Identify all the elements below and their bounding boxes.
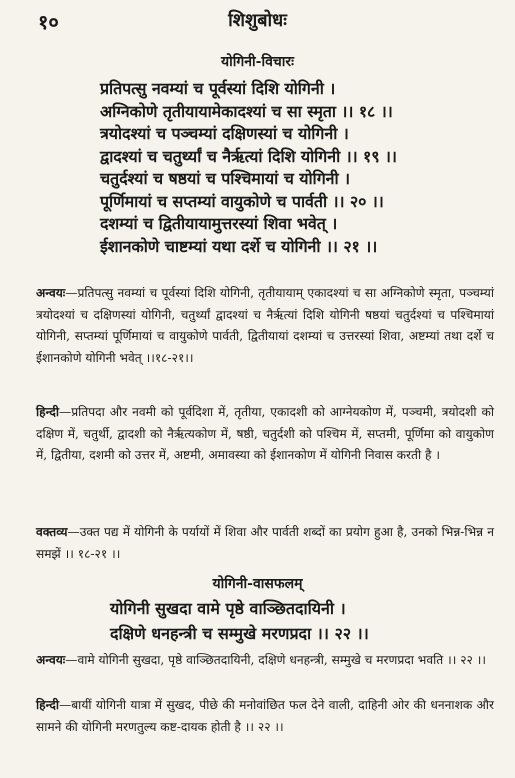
running-title: शिशुबोधः [228, 10, 287, 31]
hindi-paragraph-18-21 [36, 402, 494, 467]
verse-line: त्रयोदश्यां च पञ्चम्यां दक्षिणस्यां च योगिनी । [100, 124, 349, 143]
page-number: १० [38, 10, 59, 34]
verse-line: दशम्यां च द्वितीयायामुत्तरस्यां शिवा भवेत् । [100, 214, 338, 233]
verse-line: अग्निकोणे तृतीयायामेकादश्यां च सा स्मृता ।। १८ ।। [100, 101, 393, 121]
verse-line: योगिनी सुखदा वामे पृष्ठे वाञ्छितदायिनी । [110, 599, 346, 618]
anvaya-text: —प्रतिपत्सु नवम्यां च पूर्वस्यां दिशि योगिनी, तृतीयायाम् एकादश्यां च सा अग्निकोणे स्मृता, पञ्चम्यां त्रयोदश्यां च दक्षिणस्यां योगिनी, चतुर्थ्यां द्वादश्यां च नैर्ऋत्यां दिशि योगिनी षष्ठयां चतुर्दश्यां च पश्चिमायां योगिनी, सप्तम्यां पूर्णिमायां च वायुकोणे पार्वती, द्वितीयायां दशम्यां च उत्तरस्यां शिवा, अष्टम्यां तथा दर्शे च ईशानकोणे योगिनी भवेत् ।।१८-२१।। [36, 286, 494, 365]
verse-block-18-21 [100, 78, 495, 258]
hindi-paragraph-22 [36, 695, 494, 738]
verse-line: चतुर्दश्यां च षष्ठयां च पश्चिमायां च योगिनी । [100, 169, 350, 188]
verse-line: पूर्णिमायां च सप्तम्यां वायुकोणे च पार्वती ।। २० ।। [100, 191, 384, 211]
section-title-yogini-vasaphalam: योगिनी-वासफलम् [212, 576, 303, 592]
verse-line: दक्षिणे धनहन्त्री च सम्मुखे मरणप्रदा ।। २२ ।। [110, 624, 369, 643]
hindi-label: हिन्दी [36, 405, 60, 419]
vaktavya-text: —उक्त पद्य में योगिनी के पर्यायों में शिवा और पार्वती शब्दों का प्रयोग हुआ है, उनको भिन्न-भिन्न न समझें ।। १८-२१ ।। [36, 525, 494, 561]
anvaya-label: अन्वयः [36, 286, 66, 300]
verse-line: द्वादश्यां च चतुर्थ्यां च नैर्ऋत्यां दिशि योगिनी ।। १९ ।। [100, 146, 397, 166]
anvaya-paragraph-18-21 [36, 283, 494, 369]
hindi-label: हिन्दी [36, 698, 60, 712]
hindi-text: —प्रतिपदा और नवमी को पूर्वदिशा में, तृतीया, एकादशी को आग्नेयकोण में, पञ्चमी, त्रयोदशी को दक्षिण में, चतुर्थी, द्वादशी को नैर्ऋत्यकोण में, षष्ठी, चतुर्दशी को पश्चिम में, सप्तमी, पूर्णिमा को वायुकोण में, द्वितीया, दशमी को उत्तर में, अष्टमी, अमावस्या को ईशानकोण में योगिनी निवास करती है । [36, 405, 494, 462]
vaktavya-paragraph [36, 522, 494, 565]
page-header [0, 8, 515, 32]
anvaya-label: अन्वयः [36, 653, 66, 667]
anvaya-paragraph-22 [36, 650, 494, 672]
verse-line: प्रतिपत्सु नवम्यां च पूर्वस्यां दिशि योगिनी । [100, 79, 336, 98]
hindi-text: —बायीं योगिनी यात्रा में सुखद, पीछे की मनोवांछित फल देने वाली, दाहिनी ओर की धननाशक और सामने की योगिनी मरणतुल्य कष्ट-दायक होती है ।। २२ ।। [36, 698, 494, 734]
anvaya-text: —वामे योगिनी सुखदा, पृष्ठे वाञ्छितदायिनी, दक्षिणे धनहन्त्री, सम्मुखे च मरणप्रदा भवति ।। २२ ।। [65, 653, 487, 667]
vaktavya-label: वक्तव्य [36, 525, 68, 539]
section-title-yogini-vichara: योगिनी-विचारः [221, 54, 294, 70]
verse-line: ईशानकोणे चाष्टम्यां यथा दर्शे च योगिनी ।। २१ ।। [100, 236, 378, 256]
verse-block-22 [110, 596, 490, 646]
